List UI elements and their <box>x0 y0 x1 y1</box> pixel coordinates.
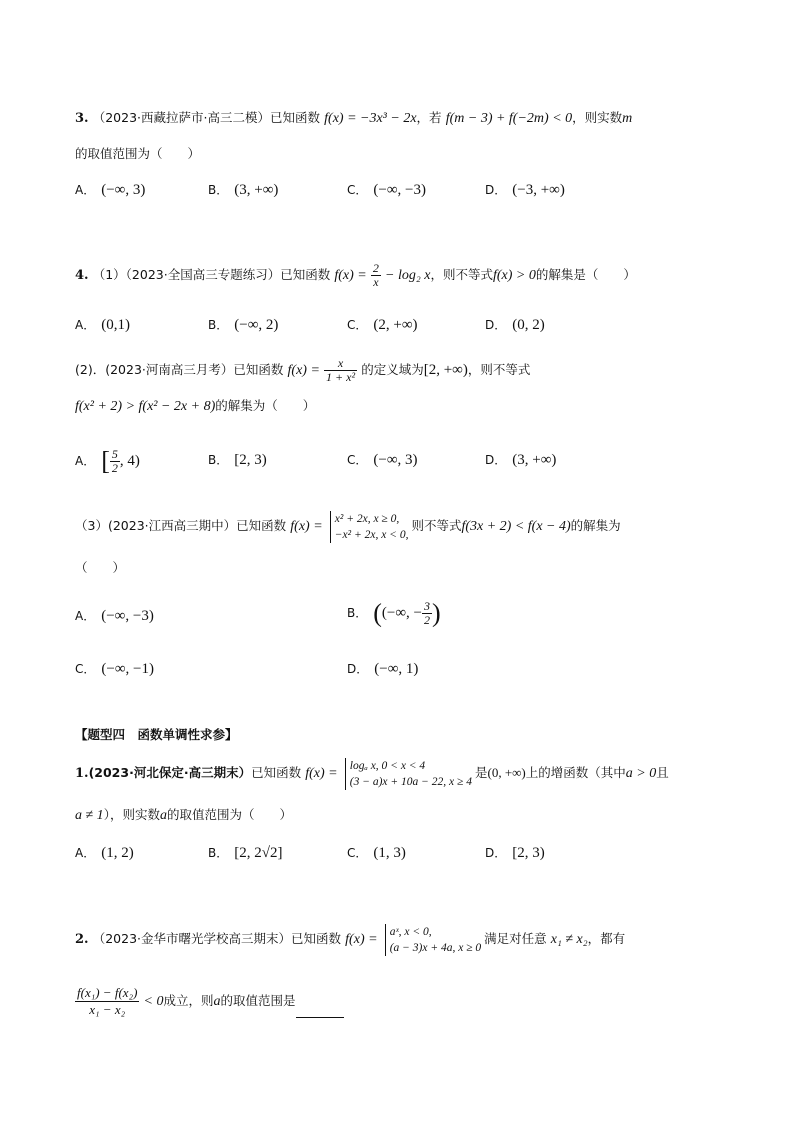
q4-3-line1 <box>75 506 621 547</box>
option-label: C． <box>75 662 96 676</box>
p2-stem2: 满足对任意 <box>484 931 547 946</box>
p1-interval: (0, +∞) <box>487 765 526 780</box>
p2-stem5: 的取值范围是 <box>220 993 296 1008</box>
fraction-numerator: 2 <box>372 261 379 275</box>
p2-line1 <box>75 919 625 960</box>
option-value: (3, +∞) <box>512 452 557 468</box>
q4-3-f-lhs: f(x) = <box>290 519 323 534</box>
option-label: B． <box>208 846 229 860</box>
option-label: C． <box>347 453 368 467</box>
q3-option-c[interactable] <box>347 180 426 201</box>
option-value: (−∞, 2) <box>234 317 279 333</box>
p1-line1 <box>75 753 669 794</box>
option-value: [2, 3) <box>234 452 267 468</box>
option-value: (3, +∞) <box>234 182 279 198</box>
p2-stem1: 已知函数 <box>291 931 342 946</box>
p1-line2-b: ），则实数 <box>103 807 160 822</box>
q4-number: 4. <box>75 268 89 283</box>
option-label: B． <box>208 453 229 467</box>
option-value: (2, +∞) <box>373 317 418 333</box>
q4-3-stem2: 则不等式 <box>411 518 462 533</box>
q4-1-stem3: 的解集是（ ） <box>535 267 636 282</box>
p1-line2-c: 的取值范围为（ ） <box>166 807 292 822</box>
p1-stem4: 且 <box>656 765 669 780</box>
fraction-denominator: 2 <box>111 461 118 475</box>
q4-1-line1 <box>75 262 636 289</box>
q3-stem1: 已知函数 <box>269 110 320 125</box>
option-label: B． <box>347 606 368 620</box>
option-label: A． <box>75 454 96 468</box>
option-value: [2, 3) <box>512 845 545 861</box>
fraction-numerator: 3 <box>424 599 431 613</box>
q3-condition: f(m − 3) + f(−2m) < 0 <box>445 111 573 126</box>
q4-1-option-b[interactable] <box>208 315 278 336</box>
p1-line2 <box>75 805 292 826</box>
q4-1-f-lhs: f(x) = <box>334 268 367 283</box>
p2-f-lhs: f(x) = <box>345 932 378 947</box>
q4-2-option-a[interactable] <box>75 448 140 475</box>
q4-2-f-lhs: f(x) = <box>287 363 320 378</box>
p2-condition: x₁ ≠ x₂ <box>550 932 588 947</box>
q4-3-piecewise <box>330 511 409 543</box>
option-label: D． <box>485 183 507 197</box>
option-value: (−∞, 3) <box>101 182 146 198</box>
option-label: A． <box>75 609 96 623</box>
q4-3-option-c[interactable] <box>75 659 154 680</box>
q4-2-option-c[interactable] <box>347 450 418 471</box>
option-value: (1, 3) <box>373 845 406 861</box>
q3-option-d[interactable] <box>485 180 565 201</box>
option-value: (−3, +∞) <box>512 182 565 198</box>
option-label: D． <box>485 453 507 467</box>
p2-fraction <box>75 985 139 1018</box>
piece-case-2: (3 − a)x + 10a − 22, x ≥ 4 <box>349 775 472 788</box>
option-label: A． <box>75 183 96 197</box>
q4-2-inequality: f(x² + 2) > f(x² − 2x + 8) <box>75 399 216 414</box>
option-label: A． <box>75 318 96 332</box>
q4-3-option-a[interactable] <box>75 606 154 627</box>
q3-line2: 的取值范围为（ ） <box>75 146 201 161</box>
p1-f-lhs: f(x) = <box>305 766 338 781</box>
option-label: B． <box>208 183 229 197</box>
q4-1-option-a[interactable] <box>75 315 130 336</box>
fraction-numerator: x <box>324 357 357 371</box>
fraction-numerator: f(x₁) − f(x₂) <box>77 985 138 1000</box>
fraction-denominator: 2 <box>424 613 431 627</box>
option-value: (0, 2) <box>512 317 545 333</box>
q4-1-prefix: （1）（2023·全国高三专题练习）已知函数 <box>92 267 331 282</box>
option-value-tail: ) <box>432 598 441 628</box>
option-value-tail: , 4) <box>119 453 140 469</box>
q3-line1 <box>75 108 632 129</box>
option-label: D． <box>485 846 507 860</box>
q3-option-a[interactable] <box>75 180 145 201</box>
q4-2-stem2: 的定义域为 <box>361 362 424 377</box>
q4-1-option-d[interactable] <box>485 315 545 336</box>
piece-case-1: aˣ, x < 0, <box>389 925 432 938</box>
p2-line2 <box>75 985 344 1018</box>
q4-2-stem3: ，则不等式 <box>467 362 531 377</box>
fraction-numerator: 5 <box>111 447 118 461</box>
p1-condition-2: a ≠ 1 <box>75 808 104 823</box>
p1-option-d[interactable] <box>485 843 545 864</box>
p1-option-c[interactable] <box>347 843 406 864</box>
option-label: B． <box>208 318 229 332</box>
p1-source: (2023·河北保定·高三期末） <box>88 765 252 780</box>
option-value-head: (−∞, − <box>381 605 423 621</box>
q4-3-option-b[interactable] <box>347 600 441 627</box>
p2-inequality: < 0 <box>143 994 164 1009</box>
q4-3-inequality: f(3x + 2) < f(x − 4) <box>461 519 571 534</box>
option-value: (1, 2) <box>101 845 134 861</box>
p1-stem1: 已知函数 <box>251 765 302 780</box>
q4-1-inequality: f(x) > 0 <box>492 268 536 283</box>
p2-stem3: ，都有 <box>587 931 626 946</box>
piece-case-1: x² + 2x, x ≥ 0, <box>334 512 400 525</box>
option-value: (−∞, 1) <box>374 661 419 677</box>
q3-stem3: ，则实数 <box>572 110 623 125</box>
p2-number: 2. <box>75 932 89 947</box>
q4-1-fraction <box>371 262 381 289</box>
option-fraction <box>422 600 432 627</box>
q4-3-option-d[interactable] <box>347 659 418 680</box>
q4-2-stem4: 的解集为（ ） <box>215 398 316 413</box>
q4-2-option-b[interactable] <box>208 450 267 471</box>
answer-blank[interactable] <box>296 1003 344 1018</box>
option-value: (−∞, −1) <box>101 661 154 677</box>
p1-condition: a > 0 <box>625 766 657 781</box>
q3-source: （2023·西藏拉萨市·高三二模） <box>92 110 270 125</box>
option-value: (−∞, 3) <box>373 452 418 468</box>
option-label: C． <box>347 183 368 197</box>
q4-3-line2: （ ） <box>75 560 126 575</box>
p1-variable: a <box>159 808 167 823</box>
q4-2-domain: [2, +∞) <box>423 362 468 378</box>
q3-option-b[interactable] <box>208 180 278 201</box>
q4-2-option-d[interactable] <box>485 450 556 471</box>
q4-2-prefix: (2)．(2023·河南高三月考）已知函数 <box>75 362 284 377</box>
option-label: D． <box>485 318 507 332</box>
q3-stem2: ，若 <box>416 110 442 125</box>
q3-function: f(x) = −3x³ − 2x <box>324 111 417 126</box>
piece-case-2: −x² + 2x, x < 0, <box>334 528 409 541</box>
p1-stem3: 上的增函数（其中 <box>525 765 626 780</box>
q4-3-stem3: 的解集为 <box>570 518 621 533</box>
q4-3-prefix: （3）(2023·江西高三期中）已知函数 <box>75 518 287 533</box>
option-value: (−∞, −3) <box>101 608 154 624</box>
p2-piecewise <box>385 924 481 956</box>
q4-1-f-rhs: − log₂ x <box>385 268 431 283</box>
option-label: C． <box>347 318 368 332</box>
piece-case-1: logₐ x, 0 < x < 4 <box>349 759 426 772</box>
option-value: [2, 2√2] <box>234 845 283 861</box>
p2-stem4: 成立，则 <box>163 993 214 1008</box>
q4-2-line1 <box>75 357 530 384</box>
p1-stem2: 是 <box>474 765 488 780</box>
p1-option-b[interactable] <box>208 843 282 864</box>
p1-piecewise <box>345 758 472 790</box>
p2-variable: a <box>213 994 221 1009</box>
p1-option-a[interactable] <box>75 843 134 864</box>
p2-source: （2023·金华市曙光学校高三期末） <box>92 931 292 946</box>
q3-variable: m <box>622 111 633 126</box>
q3-number: 3. <box>75 111 89 126</box>
p1-number: 1. <box>75 766 89 781</box>
q4-2-line2 <box>75 396 315 417</box>
option-value: (−∞, −3) <box>373 182 426 198</box>
option-label: D． <box>347 662 369 676</box>
option-label: C． <box>347 846 368 860</box>
option-fraction <box>110 448 120 475</box>
option-value: (0,1) <box>101 317 130 333</box>
section-title: 【题型四 函数单调性求参】 <box>75 727 238 742</box>
q4-2-fraction <box>324 357 357 384</box>
piece-case-2: (a − 3)x + 4a, x ≥ 0 <box>389 941 482 954</box>
q4-1-option-c[interactable] <box>347 315 418 336</box>
fraction-denominator: 1 + x² <box>326 370 356 384</box>
fraction-denominator: x <box>373 275 379 289</box>
option-label: A． <box>75 846 96 860</box>
q4-1-stem2: ，则不等式 <box>430 267 493 282</box>
fraction-denominator: x₁ − x₂ <box>89 1002 126 1017</box>
option-paren-open: ( <box>373 598 382 628</box>
option-bracket-open: [ <box>101 446 110 476</box>
